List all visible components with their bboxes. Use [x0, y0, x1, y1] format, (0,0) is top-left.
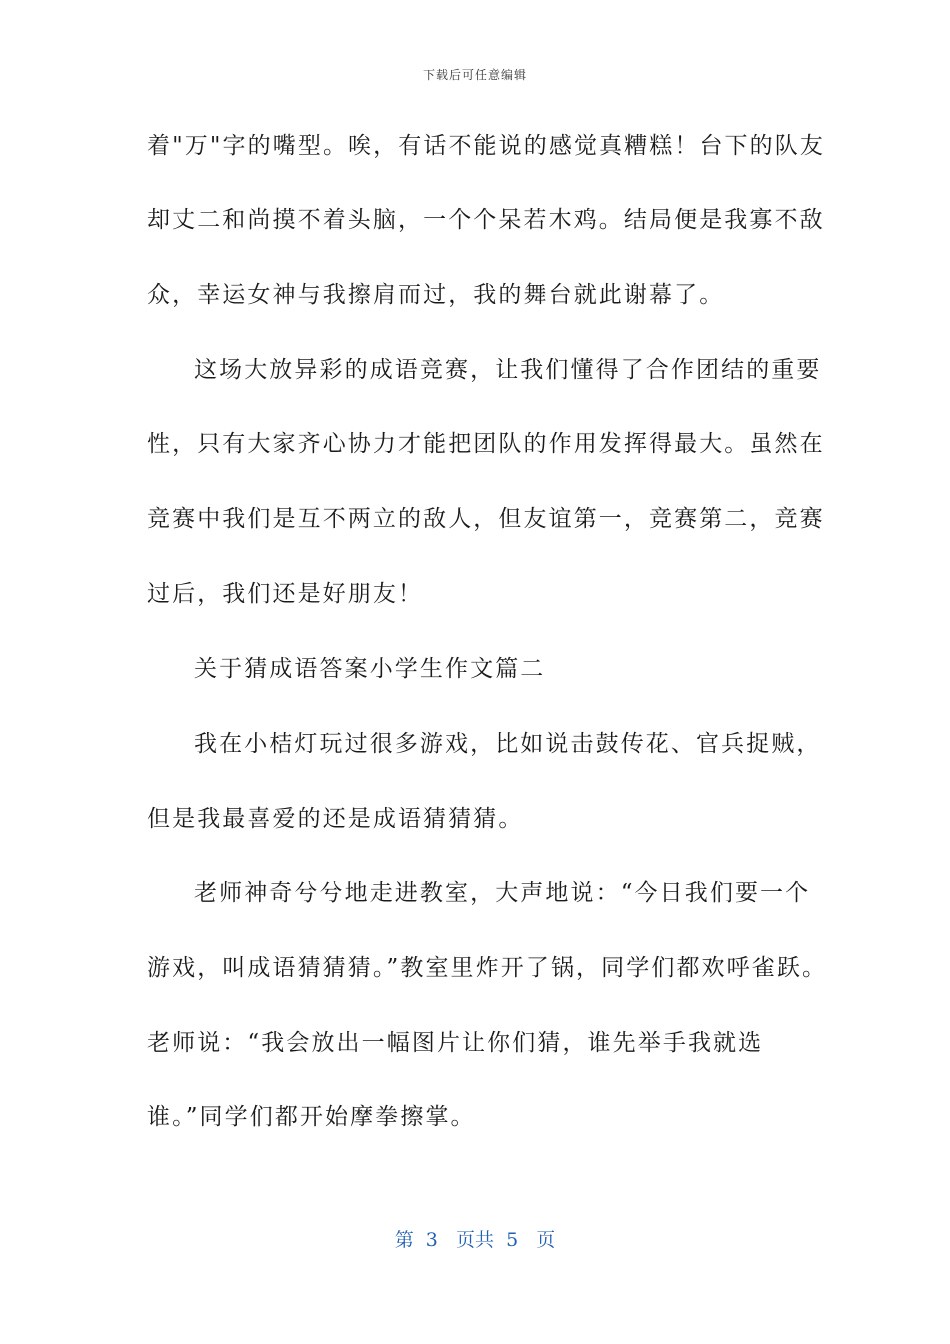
section-heading: 关于猜成语答案小学生作文篇二	[194, 656, 546, 682]
body-line: 游戏，叫成语猜猜猜。”教室里炸开了锅，同学们都欢呼雀跃。	[147, 955, 828, 981]
body-line: 竞赛中我们是互不两立的敌人，但友谊第一，竞赛第二，竞赛	[147, 506, 825, 532]
body-line: 老师说：“我会放出一幅图片让你们猜，谁先举手我就选	[147, 1030, 764, 1056]
body-line: 众，幸运女神与我擦肩而过，我的舞台就此谢幕了。	[147, 282, 725, 308]
body-line: 却丈二和尚摸不着头脑，一个个呆若木鸡。结局便是我寡不敌	[147, 207, 825, 233]
body-line: 着"万"字的嘴型。唉，有话不能说的感觉真糟糕！台下的队友	[147, 133, 825, 159]
body-line: 过后，我们还是好朋友！	[147, 581, 424, 607]
page-number-footer: 第 3 页共 5 页	[394, 1229, 556, 1251]
header-note: 下载后可任意编辑	[422, 68, 527, 82]
body-line: 这场大放异彩的成语竞赛，让我们懂得了合作团结的重要	[194, 357, 822, 383]
body-line: 谁。”同学们都开始摩拳擦掌。	[147, 1104, 476, 1130]
body-line: 但是我最喜爱的还是成语猜猜猜。	[147, 806, 524, 832]
body-line: 性，只有大家齐心协力才能把团队的作用发挥得最大。虽然在	[147, 431, 825, 457]
body-line: 我在小桔灯玩过很多游戏，比如说击鼓传花、官兵捉贼，	[194, 731, 822, 757]
body-line: 老师神奇兮兮地走进教室，大声地说：“今日我们要一个	[194, 880, 811, 906]
